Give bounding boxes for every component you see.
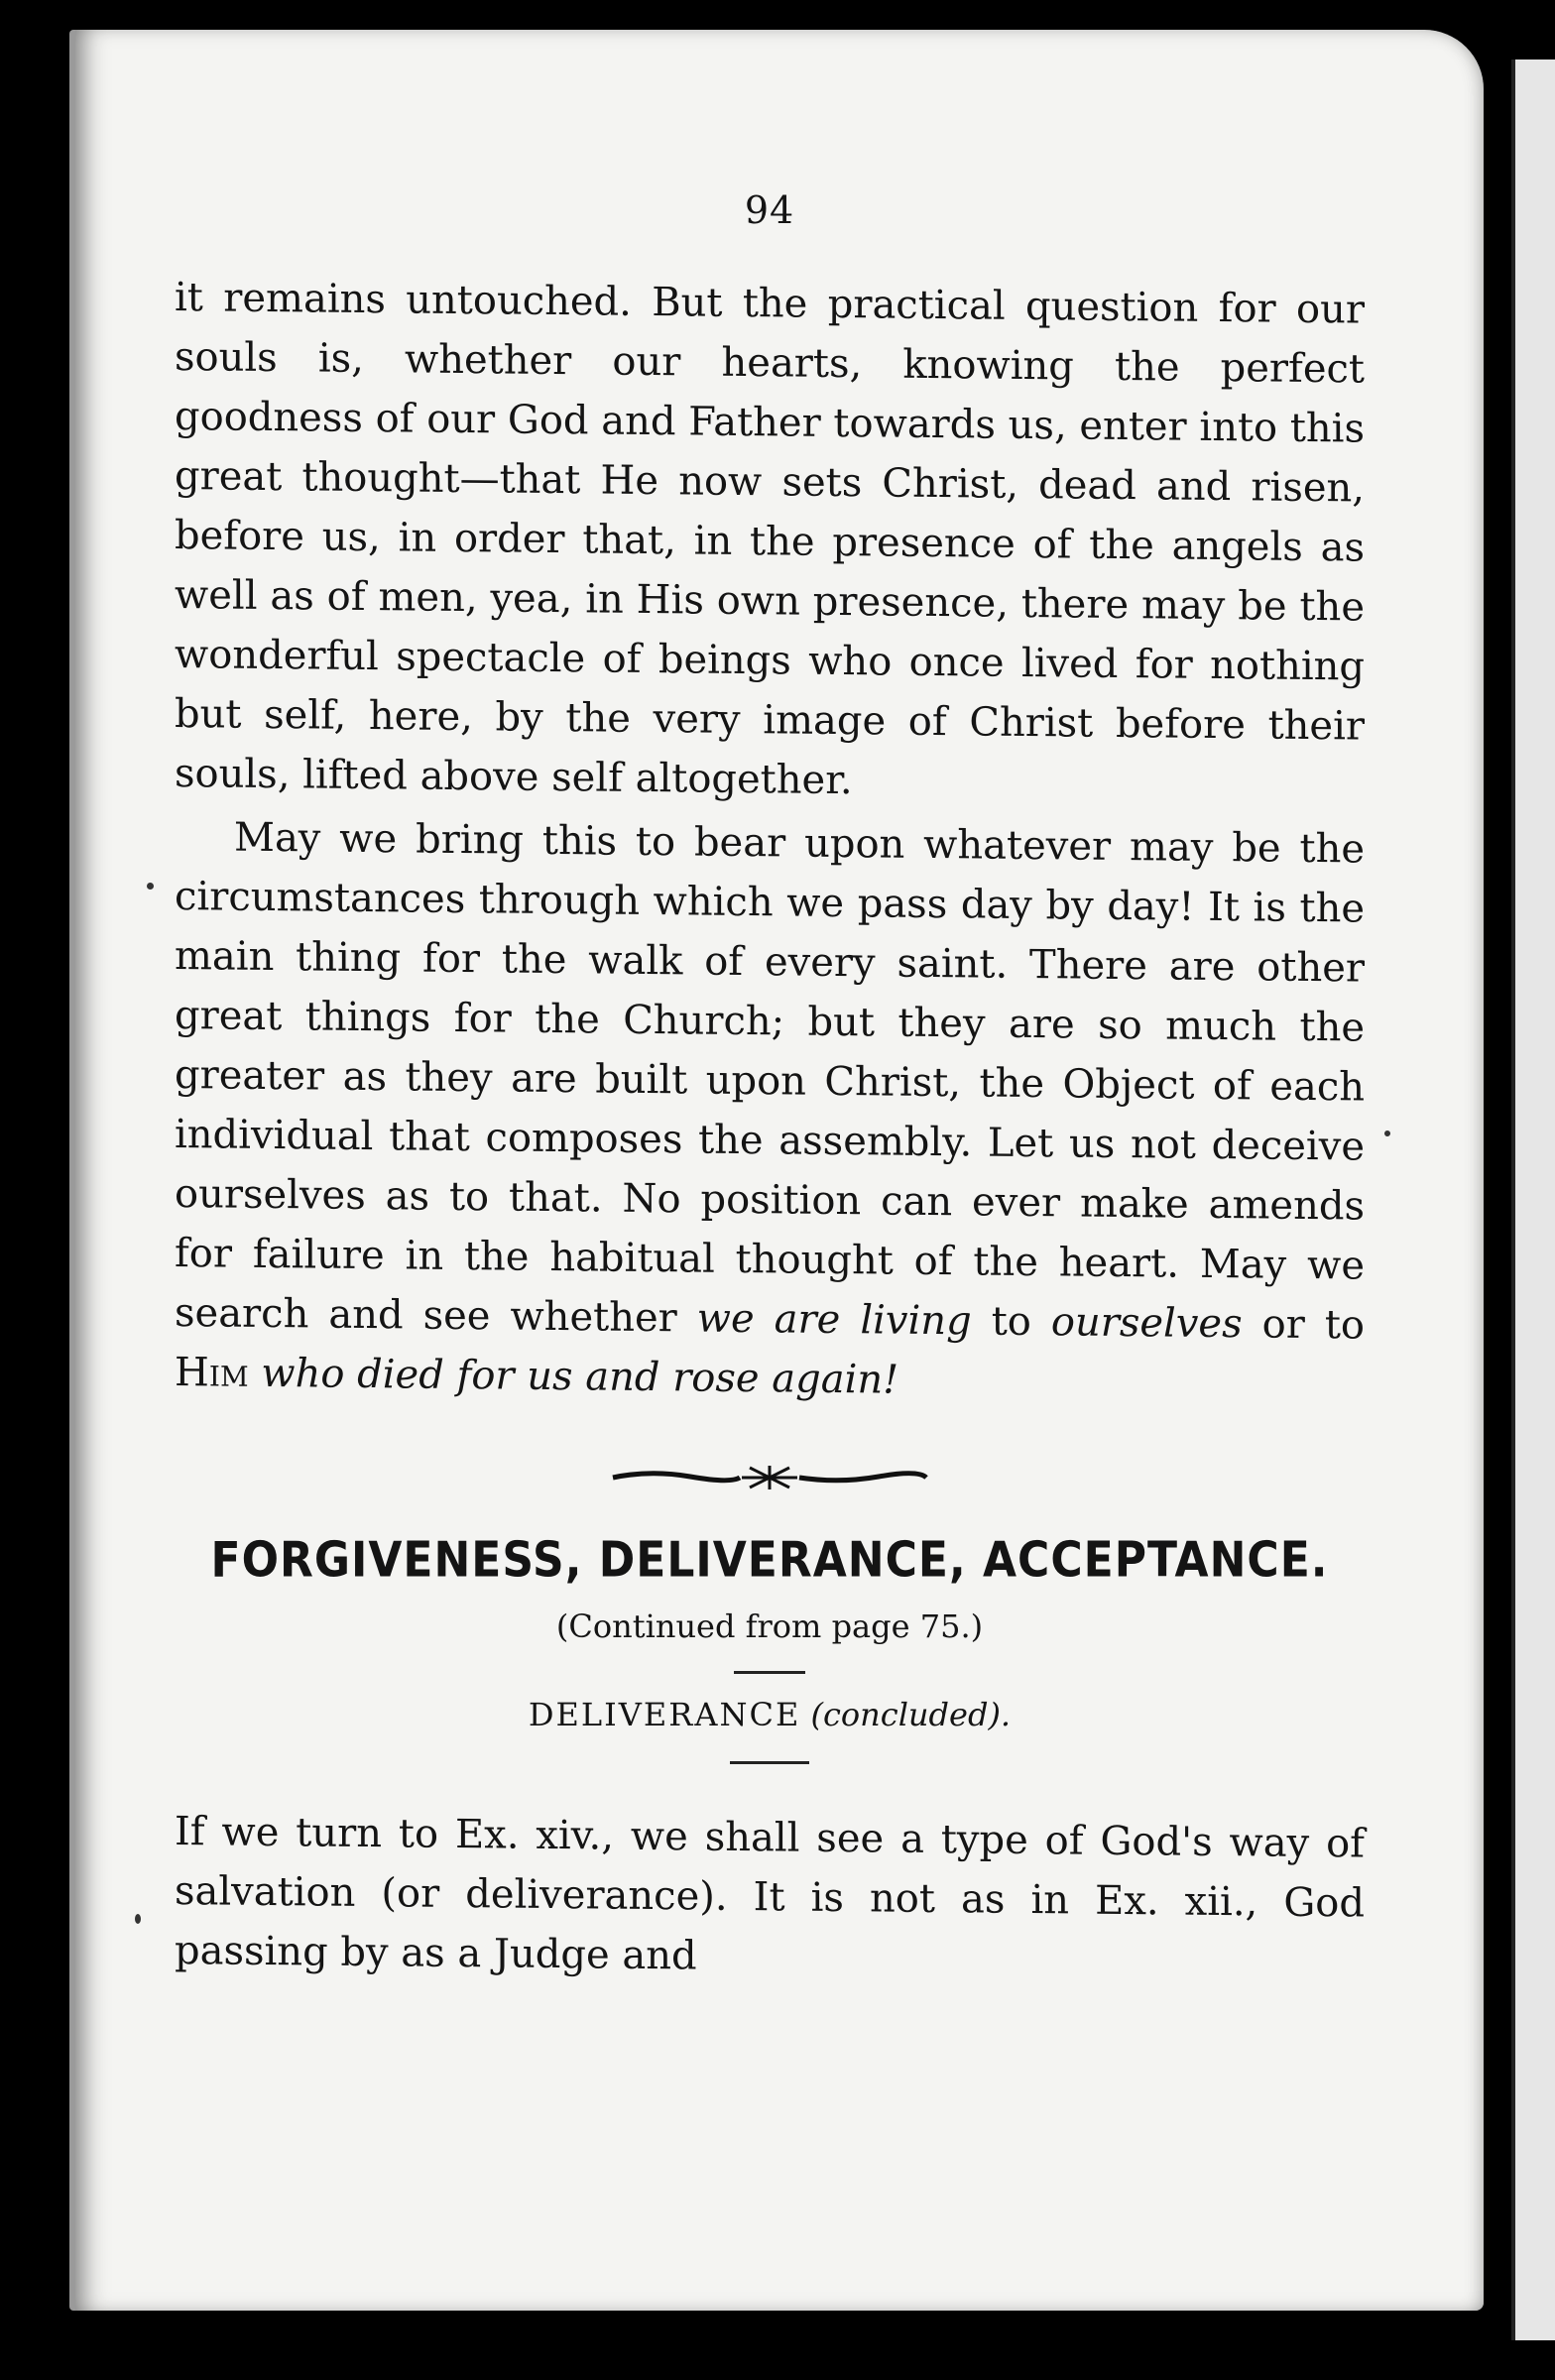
paragraph-2-text: or to xyxy=(1242,1301,1366,1349)
paragraph-2-text xyxy=(249,1351,262,1396)
continued-note: (Continued from page 75.) xyxy=(555,1607,984,1645)
paragraph-3: If we turn to Ex. xiv., we shall see a type of God's way of salvation (or deliverance). It is not as in Ex. xii., God passing by as a Judge and xyxy=(175,1809,1365,1979)
ink-speck xyxy=(1384,1130,1390,1136)
decorative-divider-icon xyxy=(175,1464,1365,1491)
paragraph-2-text: May we bring this to bear upon whatever may be the circumstances through which we pass day by day! It is the main thing for the walk of every saint. There are other great things for the Church; but they are so much the greater as they are built upon Christ, the Object of each individual that composes the assembly. Let us not deceive ourselves as to that. No position can ever make amends for failure in the habitual thought of the heart. May we search and see whether xyxy=(175,814,1365,1342)
paragraph-1: it remains untouched. But the practical question for our souls is, whether our hearts, knowing the perfect goodness of our God and Father towards us, enter into this great thought—that He now sets Christ, dead and risen, before us, in order that, in the presence of the angels as well as of men, yea, in His own presence, there may be the wonderful spectacle of beings who once lived for nothing but self, here, by the very image of Christ before their souls, lifted above self altogether. xyxy=(175,275,1365,804)
article-title: FORGIVENESS, DELIVERANCE, ACCEPTANCE. xyxy=(210,1531,1329,1590)
small-caps-text: Him xyxy=(175,1350,249,1396)
page-number: 94 xyxy=(744,188,795,232)
divider xyxy=(734,1671,805,1674)
emphasis-text: who died for us and rose again! xyxy=(261,1350,899,1403)
paragraph-2 xyxy=(175,807,1365,1415)
section-label: DELIVERANCE xyxy=(528,1696,801,1733)
ink-speck xyxy=(147,883,154,890)
divider xyxy=(730,1761,809,1764)
emphasis-text: we are living xyxy=(696,1295,972,1345)
section-heading xyxy=(175,1696,1365,1733)
paragraph-2-text: to xyxy=(971,1298,1051,1346)
next-page-sliver xyxy=(1511,60,1555,2340)
emphasis-text: ourselves xyxy=(1050,1299,1243,1348)
page-content xyxy=(175,188,1365,1980)
section-note: (concluded). xyxy=(810,1696,1012,1733)
ink-speck xyxy=(135,1914,141,1924)
